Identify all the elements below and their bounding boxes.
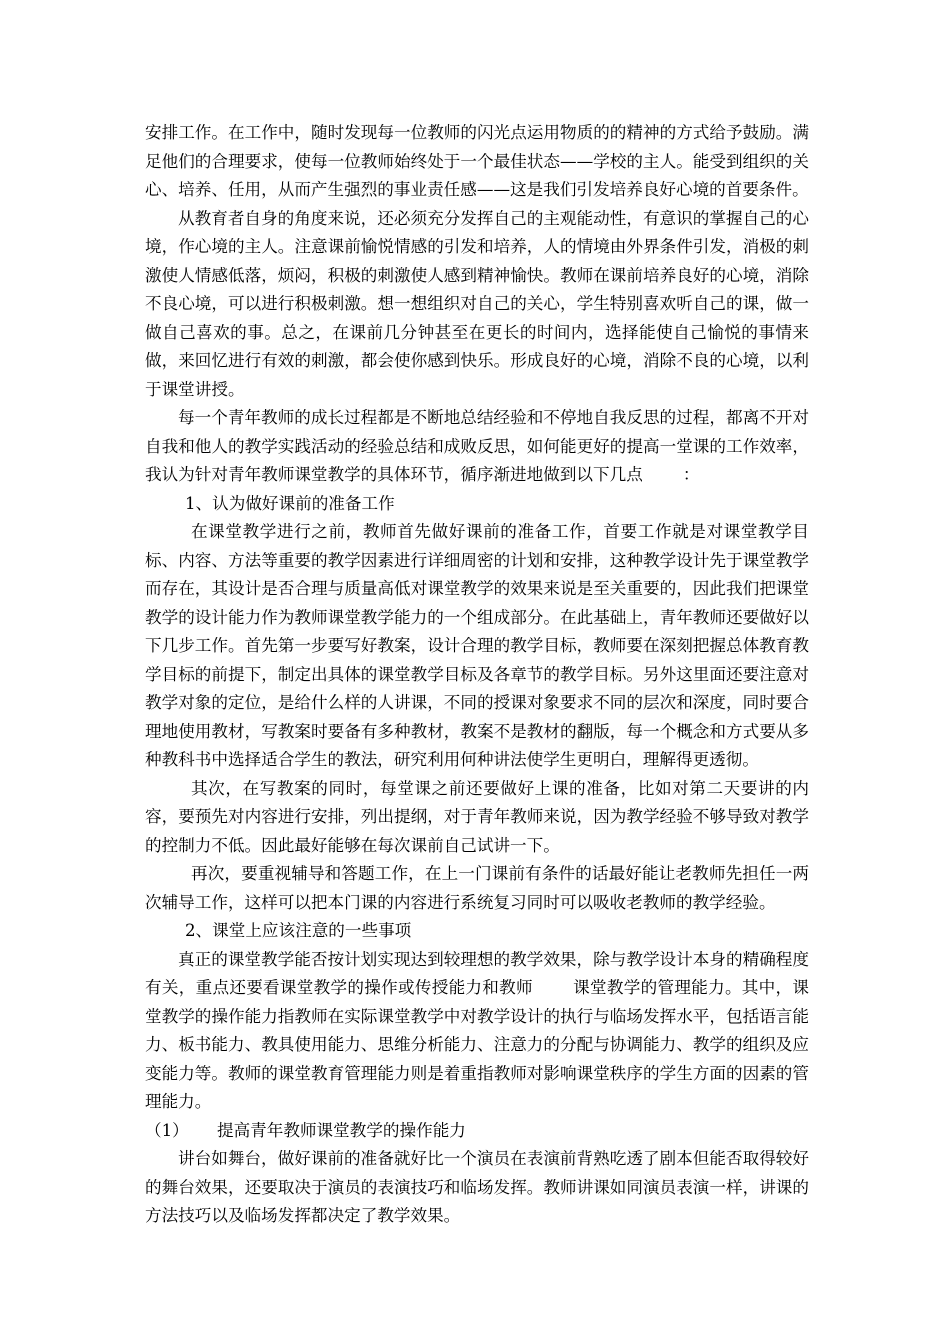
paragraph-growth-text: 每一个青年教师的成长过程都是不断地总结经验和不停地自我反思的过程，都离不开对自我和他人的教学实践活动的经验总结和成败反思，如何能更好的提高一堂课的工作效率，我认为针对青年教师课堂教学的具体环节，循序渐进地做到以下几点	[145, 408, 809, 484]
document-page	[145, 119, 809, 1231]
subsection-title: 提高青年教师课堂教学的操作能力	[217, 1120, 466, 1140]
paragraph-classroom	[145, 946, 809, 1117]
subsection-heading-1	[145, 1117, 809, 1146]
paragraph-growth	[145, 404, 809, 490]
section-heading-1: 1、认为做好课前的准备工作	[185, 493, 395, 513]
subsection-number: （1）	[145, 1120, 189, 1140]
paragraph-classroom-part2: 课堂教学的管理能力。其中，课堂教学的操作能力指教师在实际课堂教学中对教学设计的执行与临场发挥水平，包括语言能力、板书能力、教具使用能力、思维分析能力、注意力的分配与协调能力、教学的组织及应变能力等。教师的课堂教育管理能力则是着重指教师对影响课堂秩序的学生方面的因素的管理能力。	[145, 978, 809, 1111]
paragraph-self-mood: 从教育者自身的角度来说，还必须充分发挥自己的主观能动性，有意识的掌握自己的心境，作心境的主人。注意课前愉悦情感的引发和培养，人的情境由外界条件引发，消极的刺激使人情感低落，烦闷，积极的刺激使人感到精神愉快。教师在课前培养良好的心境，消除不良心境，可以进行积极刺激。想一想组织对自己的关心，学生特别喜欢听自己的课，做一做自己喜欢的事。总之，在课前几分钟甚至在更长的时间内，选择能使自己愉悦的事情来做，来回忆进行有效的刺激，都会使你感到快乐。形成良好的心境，消除不良的心境，以利于课堂讲授。	[145, 208, 809, 399]
paragraph-leadership: 安排工作。在工作中，随时发现每一位教师的闪光点运用物质的的精神的方式给予鼓励。满足他们的合理要求，使每一位教师始终处于一个最佳状态——学校的主人。能受到组织的关心、培养、任用，从而产生强烈的事业责任感——这是我们引发培养良好心境的首要条件。	[145, 123, 809, 199]
paragraph-thirdly: 再次，要重视辅导和答题工作，在上一门课前有条件的话最好能让老教师先担任一两次辅导工作，这样可以把本门课的内容进行系统复习同时可以吸收老教师的教学经验。	[145, 864, 809, 912]
paragraph-classroom-part1: 真正的课堂教学能否按计划实现达到较理想的教学效果，除与教学设计本身的精确程度有关，重点还要看课堂教学的操作或传授能力和教师	[145, 949, 809, 997]
paragraph-secondly: 其次，在写教案的同时，每堂课之前还要做好上课的准备，比如对第二天要讲的内容，要预先对内容进行安排，列出提纲，对于青年教师来说，因为教学经验不够导致对教学的控制力不低。因此最好能够在每次课前自己试讲一下。	[145, 778, 809, 855]
paragraph-growth-colon: ：	[682, 465, 700, 484]
paragraph-stage: 讲台如舞台，做好课前的准备就好比一个演员在表演前背熟吃透了剧本但能否取得较好的舞台效果，还要取决于演员的表演技巧和临场发挥。教师讲课如同演员表演一样，讲课的方法技巧以及临场发挥都决定了教学效果。	[145, 1149, 809, 1225]
section-heading-2: 2、课堂上应该注意的一些事项	[185, 921, 412, 940]
paragraph-preparation: 在课堂教学进行之前，教师首先做好课前的准备工作，首要工作就是对课堂教学目标、内容、方法等重要的教学因素进行详细周密的计划和安排，这种教学设计先于课堂教学而存在，其设计是否合理与质量高低对课堂教学的效果来说是至关重要的，因此我们把课堂教学的设计能力作为教师课堂教学能力的一个组成部分。在此基础上，青年教师还要做好以下几步工作。首先第一步要写好教案，设计合理的教学目标，教师要在深刻把握总体教育教学目标的前提下，制定出具体的课堂教学目标及各章节的教学目标。另外这里面还要注意对教学对象的定位，是给什么样的人讲课，不同的授课对象要求不同的层次和深度，同时要合理地使用教材，写教案时要备有多种教材，教案不是教材的翻版，每一个概念和方式要从多种教科书中选择适合学生的教法，研究利用何种讲法使学生更明白，理解得更透彻。	[145, 522, 809, 769]
